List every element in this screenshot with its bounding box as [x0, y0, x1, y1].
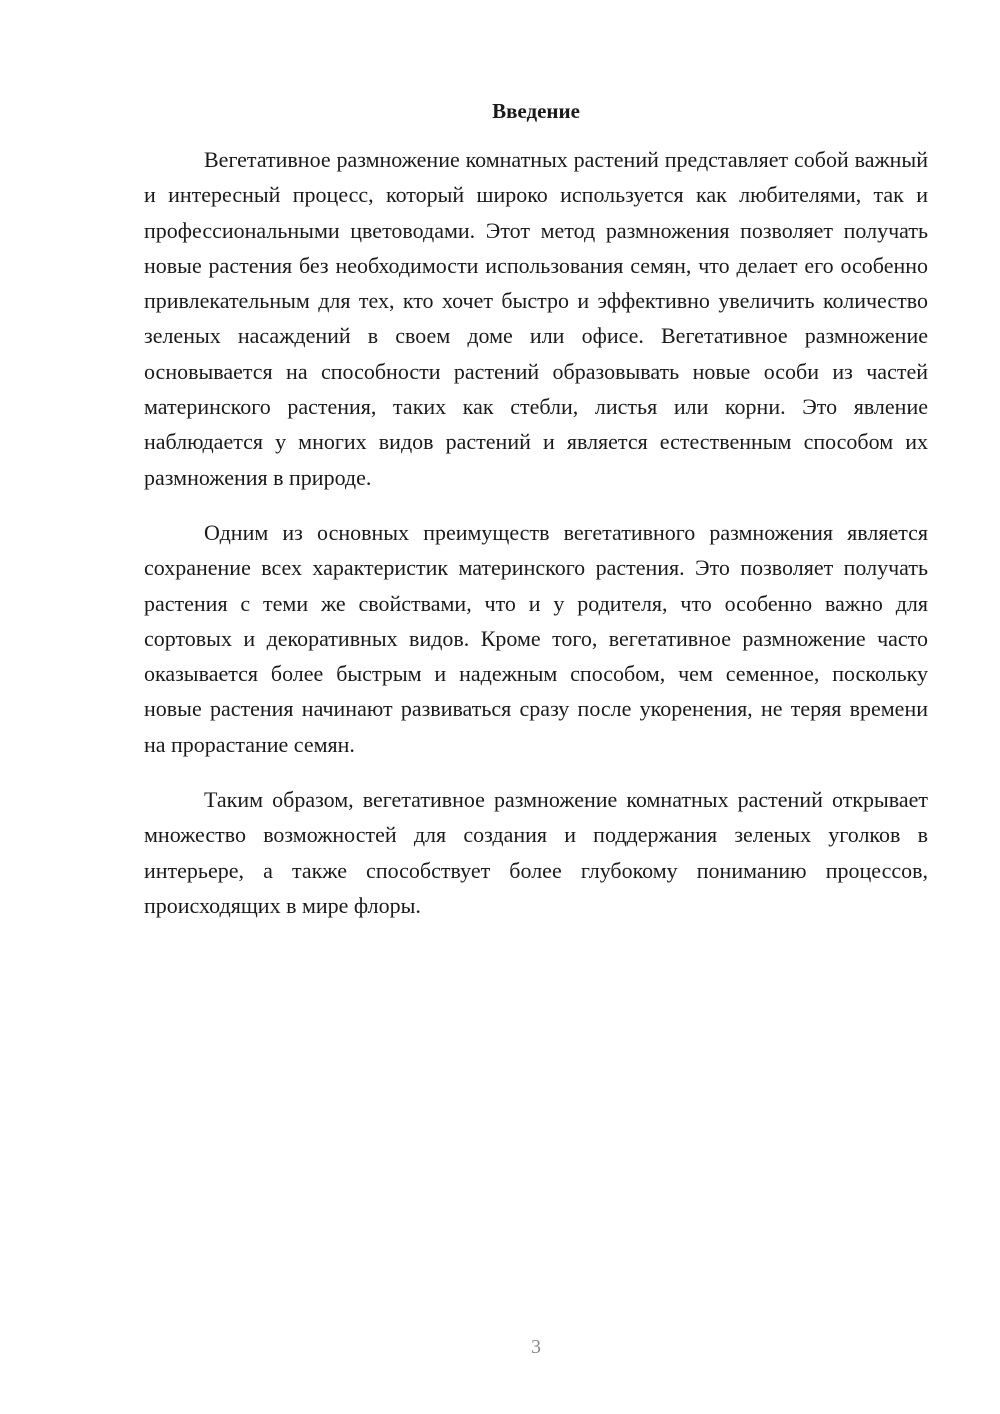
paragraph-2: Одним из основных преимуществ вегетативного размножения является сохранение всех характеристик материнского растения. Это позволяет получать растения с теми же свойствами, что и у родителя, что особенно важно для сортовых и декоративных видов. Кроме того, вегетативное размножение часто оказывается более быстрым и надежным способом, чем семенное, поскольку новые растения начинают развиваться сразу после укоренения, не теряя времени на прорастание семян.: [144, 519, 928, 757]
section-heading: Введение: [492, 99, 580, 123]
paragraph-1: Вегетативное размножение комнатных растений представляет собой важный и интересный процесс, который широко используется как любителями, так и профессиональными цветоводами. Этот метод размножения позволяет получать новые растения без необходимости использования семян, что делает его особенно привлекательным для тех, кто хочет быстро и эффективно увеличить количество зеленых насаждений в своем доме или офисе. Вегетативное размножение основывается на способности растений образовывать новые особи из частей материнского растения, таких как стебли, листья или корни. Это явление наблюдается у многих видов растений и является естественным способом их размножения в природе.: [144, 147, 928, 490]
page-number: 3: [531, 1336, 541, 1358]
paragraph-3: Таким образом, вегетативное размножение комнатных растений открывает множество возможностей для создания и поддержания зеленых уголков в интерьере, а также способствует более глубокому пониманию процессов, происходящих в мире флоры.: [144, 787, 928, 918]
body-text: [144, 142, 928, 923]
